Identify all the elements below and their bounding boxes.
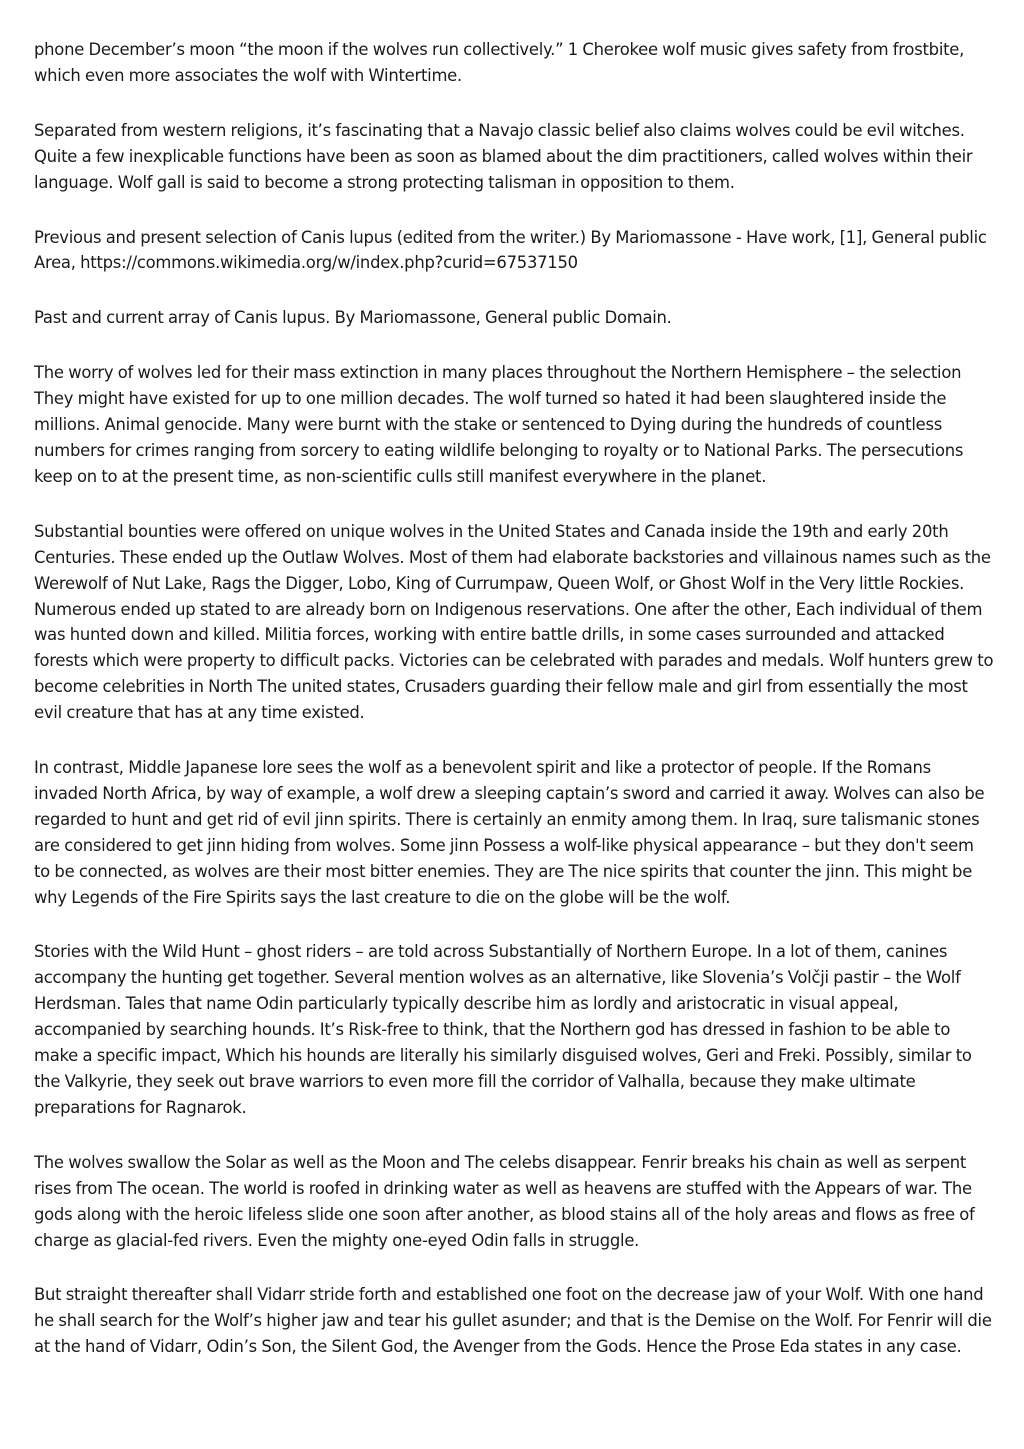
paragraph-5: The worry of wolves led for their mass extinction in many places throughout the Northern Hemisphere – the selection They might have existed for up to one million decades. The wolf turned so hated it had been slaughtered inside the millions. Animal genocide. Many were burnt with the stake or sentenced to Dying during the hundreds of countless numbers for crimes ranging from sorcery to eating wildlife belonging to royalty or to National Parks. The persecutions keep on to at the present time, as non-scientific culls still manifest everywhere in the planet.	[34, 363, 964, 486]
paragraph-8: Stories with the Wild Hunt – ghost riders – are told across Substantially of Northern Europe. In a lot of them, canines accompany the hunting get together. Several mention wolves as an alternative, like Slovenia’s Volčji pastir – the Wolf Herdsman. Tales that name Odin particularly typically describe him as lordly and aristocratic in visual appeal, accompanied by searching hounds. It’s Risk-free to think, that the Northern god has dressed in fashion to be able to make a specific impact, Which his hounds are literally his similarly disguised wolves, Geri and Freki. Possibly, similar to the Valkyrie, they seek out brave warriors to even more fill the corridor of Valhalla, because they make ultimate preparations for Ragnarok.	[34, 942, 972, 1117]
paragraph-10: But straight thereafter shall Vidarr stride forth and established one foot on the decrease jaw of your Wolf. With one hand he shall search for the Wolf’s higher jaw and tear his gullet asunder; and that is the Demise on the Wolf. For Fenrir will die at the hand of Vidarr, Odin’s Son, the Silent God, the Avenger from the Gods. Hence the Prose Eda states in any case.	[34, 1285, 992, 1357]
paragraph-6: Substantial bounties were offered on unique wolves in the United States and Canada inside the 19th and early 20th Centuries. These ended up the Outlaw Wolves. Most of them had elaborate backstories and villainous names such as the Werewolf of Nut Lake, Rags the Digger, Lobo, King of Currumpaw, Queen Wolf, or Ghost Wolf in the Very little Rockies. Numerous ended up stated to are already born on Indigenous reservations. One after the other, Each individual of them was hunted down and killed. Militia forces, working with entire battle drills, in some cases surrounded and attacked forests which were property to difficult packs. Victories can be celebrated with parades and medals. Wolf hunters grew to become celebrities in North The united states, Crusaders guarding their fellow male and girl from essentially the most evil creature that has at any time existed.	[34, 521, 994, 723]
document-body	[34, 37, 994, 1389]
paragraph-2: Separated from western religions, it’s fascinating that a Navajo classic belief also claims wolves could be evil witches. Quite a few inexplicable functions have been as soon as blamed about the dim practitioners, called wolves within their language. Wolf gall is said to become a strong protecting talisman in opposition to them.	[34, 120, 973, 192]
paragraph-1: phone December’s moon “the moon if the wolves run collectively.” 1 Cherokee wolf music gives safety from frostbite, which even more associates the wolf with Wintertime.	[34, 40, 965, 85]
paragraph-3: Previous and present selection of Canis lupus (edited from the writer.) By Mariomassone - Have work, [1], General public Area, https://commons.wikimedia.org/w/index.php?curid=67537150	[34, 227, 987, 273]
paragraph-9: The wolves swallow the Solar as well as the Moon and The celebs disappear. Fenrir breaks his chain as well as serpent rises from The ocean. The world is roofed in drinking water as well as heavens are stuffed with the Appears of war. The gods along with the heroic lifeless slide one soon after another, as blood stains all of the holy areas and flows as free of charge as glacial-fed rivers. Even the mighty one-eyed Odin falls in struggle.	[34, 1152, 975, 1250]
paragraph-4: Past and current array of Canis lupus. By Mariomassone, General public Domain.	[34, 308, 672, 328]
paragraph-7: In contrast, Middle Japanese lore sees the wolf as a benevolent spirit and like a protector of people. If the Romans invaded North Africa, by way of example, a wolf drew a sleeping captain’s sword and carried it away. Wolves can also be regarded to hunt and get rid of evil jinn spirits. There is certainly an enmity among them. In Iraq, sure talismanic stones are considered to get jinn hiding from wolves. Some jinn Possess a wolf-like physical appearance – but they don't seem to be connected, as wolves are their most bitter enemies. They are The nice spirits that counter the jinn. This might be why Legends of the Fire Spirits says the last creature to die on the globe will be the wolf.	[34, 758, 985, 907]
